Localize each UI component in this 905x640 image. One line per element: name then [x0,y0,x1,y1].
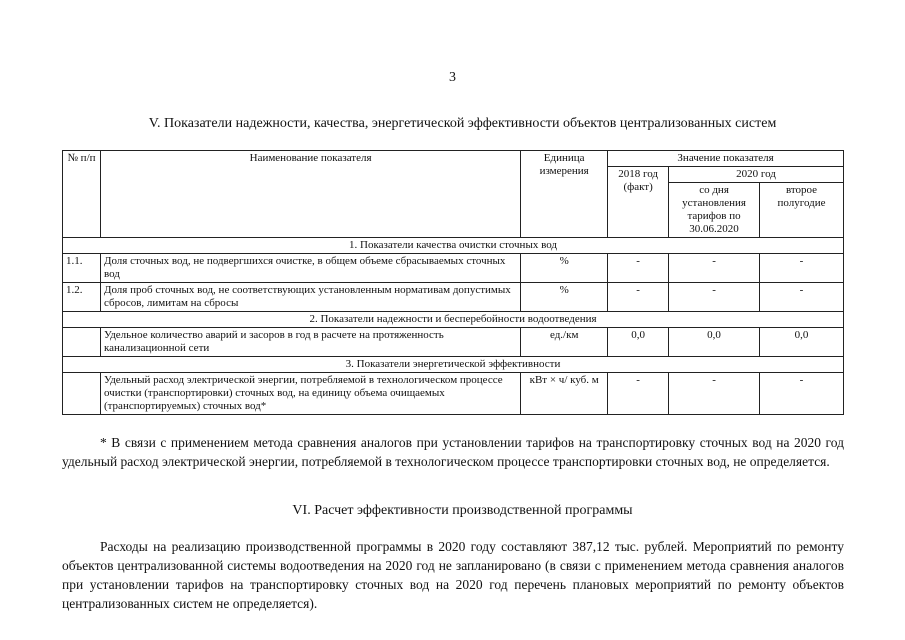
row-unit: ед./км [521,328,608,357]
header-2020-second-half: второе полугодие [760,183,844,238]
section-5-title: V. Показатели надежности, качества, энергетической эффективности объектов централизованных систем [148,116,777,131]
row-2020-first: - [669,254,760,283]
row-2018: - [608,254,669,283]
row-num [63,373,101,415]
row-2018: - [608,283,669,312]
row-num: 1.2. [63,283,101,312]
indicators-table [62,150,844,415]
footnote: * В связи с применением метода сравнения аналогов при установлении тарифов на транспортировку сточных вод на 2020 год удельный расход электрической энергии, потребляемой в технологическом процессе транспортировки сточных вод, не определяется. [62,435,844,469]
header-2020-first-period: со дня установления тарифов по 30.06.2020 [669,183,760,238]
section-6-text: Расходы на реализацию производственной программы в 2020 году составляют 387,12 тыс. рублей. Мероприятий по ремонту объектов централизованной системы водоотведения на 2020 год не запланировано (в связи с применением метода сравнения аналогов при установлении тарифов на транспортировку сточных вод на 2020 год перечень плановых мероприятий по ремонту объектов централизованных систем не определяется). [62,539,844,611]
table-row [63,254,844,283]
section-6-title: VI. Расчет эффективности производственной программы [292,503,633,518]
row-2020-first: 0,0 [669,328,760,357]
group-title: 3. Показатели энергетической эффективности [63,357,844,373]
table-row [63,283,844,312]
header-2018: 2018 год (факт) [608,167,669,238]
header-value: Значение показателя [608,151,844,167]
row-unit: % [521,254,608,283]
row-2020-second: 0,0 [760,328,844,357]
row-name: Удельное количество аварий и засоров в год в расчете на протяженность канализационной сети [100,328,520,357]
row-name: Доля сточных вод, не подвергшихся очистке, в общем объеме сбрасываемых сточных вод [100,254,520,283]
row-name: Доля проб сточных вод, не соответствующих установленным нормативам допустимых сбросов, лимитам на сбросы [100,283,520,312]
row-num: 1.1. [63,254,101,283]
header-name: Наименование показателя [100,151,520,238]
row-unit: % [521,283,608,312]
group-title: 1. Показатели качества очистки сточных вод [63,238,844,254]
header-unit: Единица измерения [521,151,608,238]
row-2020-first: - [669,373,760,415]
table-row [63,373,844,415]
header-num: № п/п [63,151,101,238]
table-row [63,328,844,357]
row-num [63,328,101,357]
row-2020-second: - [760,283,844,312]
header-2020: 2020 год [669,167,844,183]
row-2020-second: - [760,254,844,283]
page-number: 3 [449,70,456,85]
row-2018: - [608,373,669,415]
group-title: 2. Показатели надежности и бесперебойности водоотведения [63,312,844,328]
row-2020-second: - [760,373,844,415]
row-unit: кВт × ч/ куб. м [521,373,608,415]
row-name: Удельный расход электрической энергии, потребляемой в технологическом процессе очистки (транспортировки) сточных вод, на единицу объема очищаемых (транспортируемых) сточных вод* [100,373,520,415]
row-2020-first: - [669,283,760,312]
row-2018: 0,0 [608,328,669,357]
